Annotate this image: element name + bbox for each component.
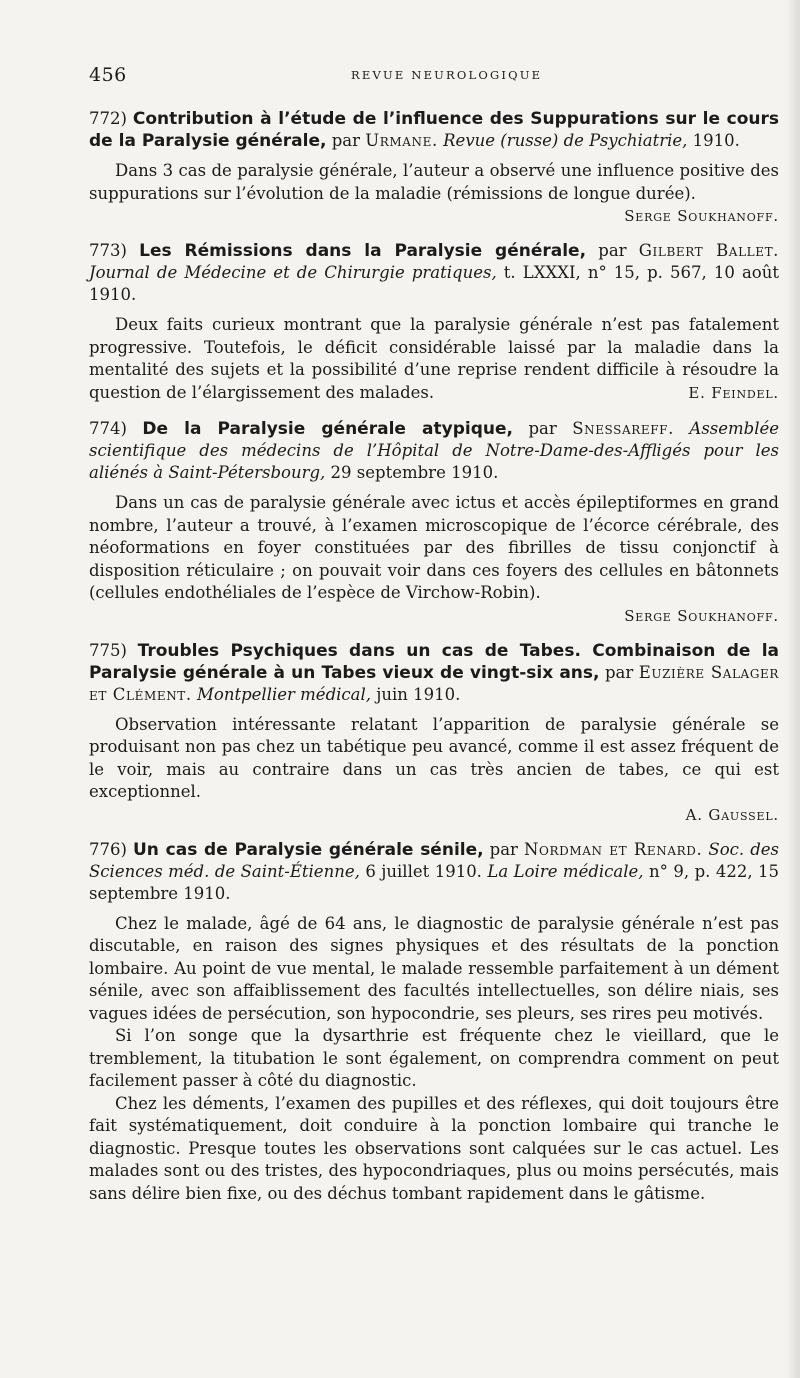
page-content [89, 60, 779, 1205]
entry-heading [89, 640, 779, 706]
entry-paragraph: Observation intéressante relatant l’apparition de paralysie générale se produisant non pas chez un tabétique peu avancé, comme il est assez fréquent de le voir, mais au contraire dans un cas très ancien de tabes, ce qui est exceptionnel. [89, 714, 779, 801]
entry-paragraph: Si l’on songe que la dysarthrie est fréquente chez le vieillard, que le tremblement, la titubation le sont également, on comprendra comment on peut facilement passer à côté du diagnostic. [89, 1026, 779, 1090]
entry-date: 6 juillet 1910. [365, 861, 482, 881]
entry-heading [89, 418, 779, 484]
entry-source: Soc. des Sciences méd. de Saint-Étienne, [89, 839, 779, 881]
entry-by: par [604, 662, 634, 682]
page-edge-shadow [786, 0, 800, 1378]
entry-date-2: n° 9, p. 422, 15 septembre 1910. [89, 861, 780, 903]
entry-paragraph: Chez les déments, l’examen des pupilles et des réflexes, qui doit toujours être fait systématiquement, doit conduire à la ponction lombaire qui tranche le diagnostic. Presque toutes les observations sont calquées sur le cas actuel. Les malades sont ou des tristes, des hypocondriaques, plus ou moins persécutés, mais sans délire bien fixe, ou des déchus tombant rapidement dans le gâtisme. [89, 1093, 779, 1203]
entry-paragraph: Dans 3 cas de paralysie générale, l’auteur a observé une influence positive des suppurations sur l’évolution de la maladie (rémissions de longue durée). [89, 161, 779, 203]
entry-source: Revue (russe) de Psychiatrie, [443, 131, 688, 150]
entry-776 [89, 839, 779, 1206]
entry-773 [89, 240, 779, 404]
entry-author: Euzière Salager et Clément. [89, 662, 780, 704]
entry-source: Journal de Médecine et de Chirurgie pratiques, [89, 263, 497, 282]
entry-author: Snessareff. [572, 419, 674, 438]
entry-signature: Serge Soukhanoff. [624, 606, 779, 625]
entry-title: Troubles Psychiques dans un cas de Tabes. Combinaison de la Paralysie générale à un Tabes vieux de vingt-six ans, [89, 640, 780, 683]
entry-772 [89, 108, 779, 226]
entry-775 [89, 640, 779, 825]
page-number: 456 [89, 64, 127, 86]
running-head [89, 60, 779, 94]
entry-number: 776) [89, 839, 127, 859]
entry-by: par [489, 839, 518, 859]
entry-paragraph-text: Deux faits curieux montrant que la paralysie générale n’est pas fatalement progressive. Toutefois, le déficit considérable laissé par la maladie dans la mentalité des sujets et la possibilité d’une reprise rendent difficile à résoudre la question de l’élargissement des malades. [89, 315, 779, 402]
entry-by: par [331, 131, 361, 150]
entry-by: par [598, 241, 627, 260]
entry-heading [89, 839, 779, 905]
entry-number: 775) [89, 640, 127, 660]
entry-number: 773) [89, 241, 127, 260]
entry-heading [89, 240, 779, 306]
entry-paragraph: Chez le malade, âgé de 64 ans, le diagnostic de paralysie générale n’est pas discutable, en raison des signes physiques et des résultats de la ponction lombaire. Au point de vue mental, le malade ressemble parfaitement à un dément sénile, avec son affaiblissement des facultés intellectuelles, son délire niais, ses vagues idées de persécution, son hypocondrie, ses pleurs, ses rires peu motivés. [89, 913, 779, 1023]
entry-signature: A. Gaussel. [685, 805, 779, 824]
entry-source: Assemblée scientifique des médecins de l’Hôpital de Notre-Dame-des-Affligés pour les aliénés à Saint-Pétersbourg, [89, 419, 780, 482]
entry-date: 29 septembre 1910. [330, 463, 499, 482]
entry-title: Un cas de Paralysie générale sénile, [133, 839, 484, 860]
entry-title: Les Rémissions dans la Paralysie générale, [139, 241, 587, 261]
entry-number: 772) [89, 109, 127, 128]
entry-signature: Serge Soukhanoff. [624, 207, 779, 225]
entry-paragraph: Dans un cas de paralysie générale avec ictus et accès épileptiformes en grand nombre, l’auteur a trouvé, à l’examen microscopique de l’écorce cérébrale, des néoformations en foyer constituées par des fibrilles de tissu conjonctif à disposition réticulaire ; on pouvait voir dans ces foyers des cellules en bâtonnets (cellules endothéliales de l’espèce de Virchow-Robin). [89, 493, 779, 602]
entry-source: Montpellier médical, [197, 684, 372, 704]
entry-author: Nordman et Renard. [524, 839, 703, 859]
entry-title: De la Paralysie générale atypique, [142, 419, 513, 439]
journal-title: REVUE NEUROLOGIQUE [351, 68, 543, 82]
entry-774 [89, 418, 779, 626]
entry-by: par [528, 419, 557, 438]
entry-date: t. LXXXI, n° 15, p. 567, 10 août 1910. [89, 263, 779, 304]
entry-paragraph [89, 314, 779, 404]
entry-title: Contribution à l’étude de l’influence des Suppurations sur le cours de la Paralysie générale, [89, 109, 779, 151]
entry-date: juin 1910. [376, 684, 461, 704]
entry-source-2: La Loire médicale, [487, 861, 644, 881]
entry-heading [89, 108, 779, 152]
entry-number: 774) [89, 419, 127, 438]
entry-author: Gilbert Ballet. [638, 241, 780, 260]
entry-author: Urmane. [365, 131, 438, 150]
entry-date: 1910. [692, 131, 740, 150]
entry-signature: E. Feindel. [688, 383, 779, 402]
